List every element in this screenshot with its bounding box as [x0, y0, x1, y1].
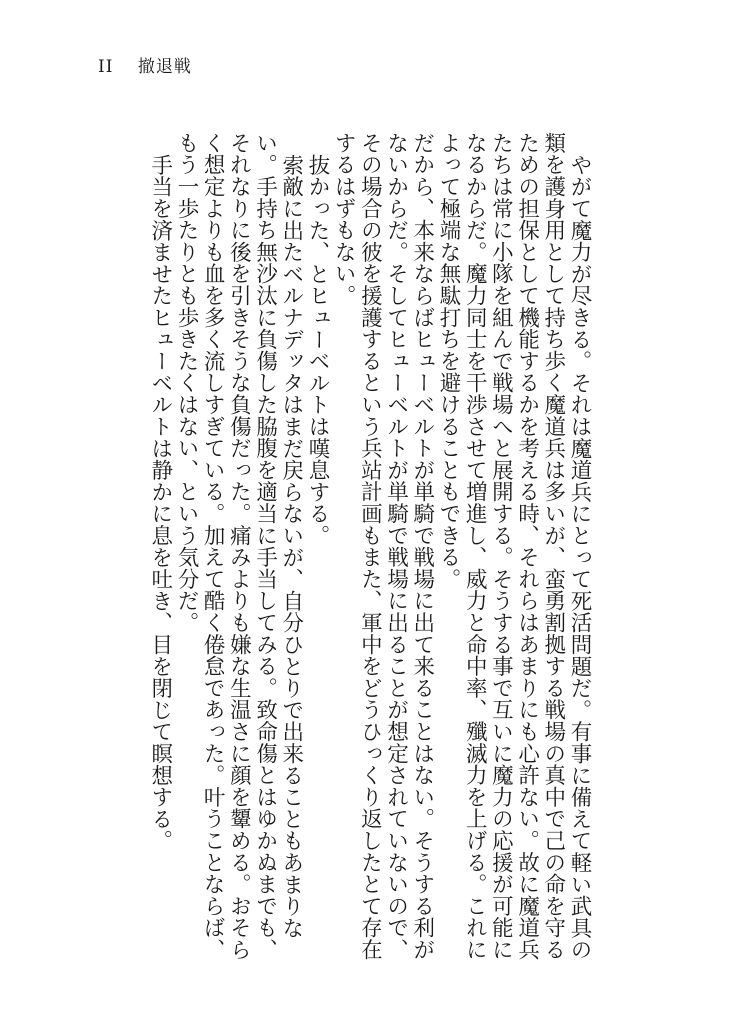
paragraph: 抜かった、とヒューベルトは嘆息する。 — [304, 153, 330, 546]
chapter-number: II — [98, 57, 114, 77]
paragraph: だから、本来ならばヒューベルトが単騎で戦場に出て来ることはない。そうする利がないからだ。そしてヒューベルトが単騎で戦場に出ることが想定されていないので、その場合の彼を援護するという兵站計画もまた、軍中をどうひっくり返したとて存在するはずもない。 — [331, 132, 435, 961]
body-text — [147, 132, 592, 972]
chapter-title: 撤退戦 — [137, 57, 192, 77]
paragraph: やがて魔力が尽きる。それは魔道兵にとって死活問題だ。有事に備えて軽い武具の類を護身用として持ち歩く魔道兵は多いが、蛮勇割拠する戦場の真中で己の命を守るための担保として機能するかを考える時、それらはあまりにも心許ない。故に魔道兵たちは常に小隊を組んで戦場へと展開する。そうする事で互いに魔力の応援が可能になるからだ。魔力同士を干渉させて増進し、威力と命中率、殲滅力を上げる。これによって極端な無駄打ちを避けることもできる。 — [435, 132, 592, 961]
running-header — [98, 52, 192, 77]
paragraph: 手当を済ませたヒューベルトは静かに息を吐き、目を閉じて瞑想する。 — [147, 153, 173, 852]
paragraph: 索敵に出たベルナデッタはまだ戻らないが、自分ひとりで出来ることもあまりない。手持ち無沙汰に負傷した脇腹を適当に手当してみる。致命傷とはゆかぬまでも、それなりに後を引きそうな負傷だった。痛みよりも嫌な生温さに顔を顰める。おそらく想定よりも血を多く流しすぎている。加えて酷く倦怠であった。叶うことならば、もう一歩たりとも歩きたくはない、という気分だ。 — [173, 132, 304, 961]
